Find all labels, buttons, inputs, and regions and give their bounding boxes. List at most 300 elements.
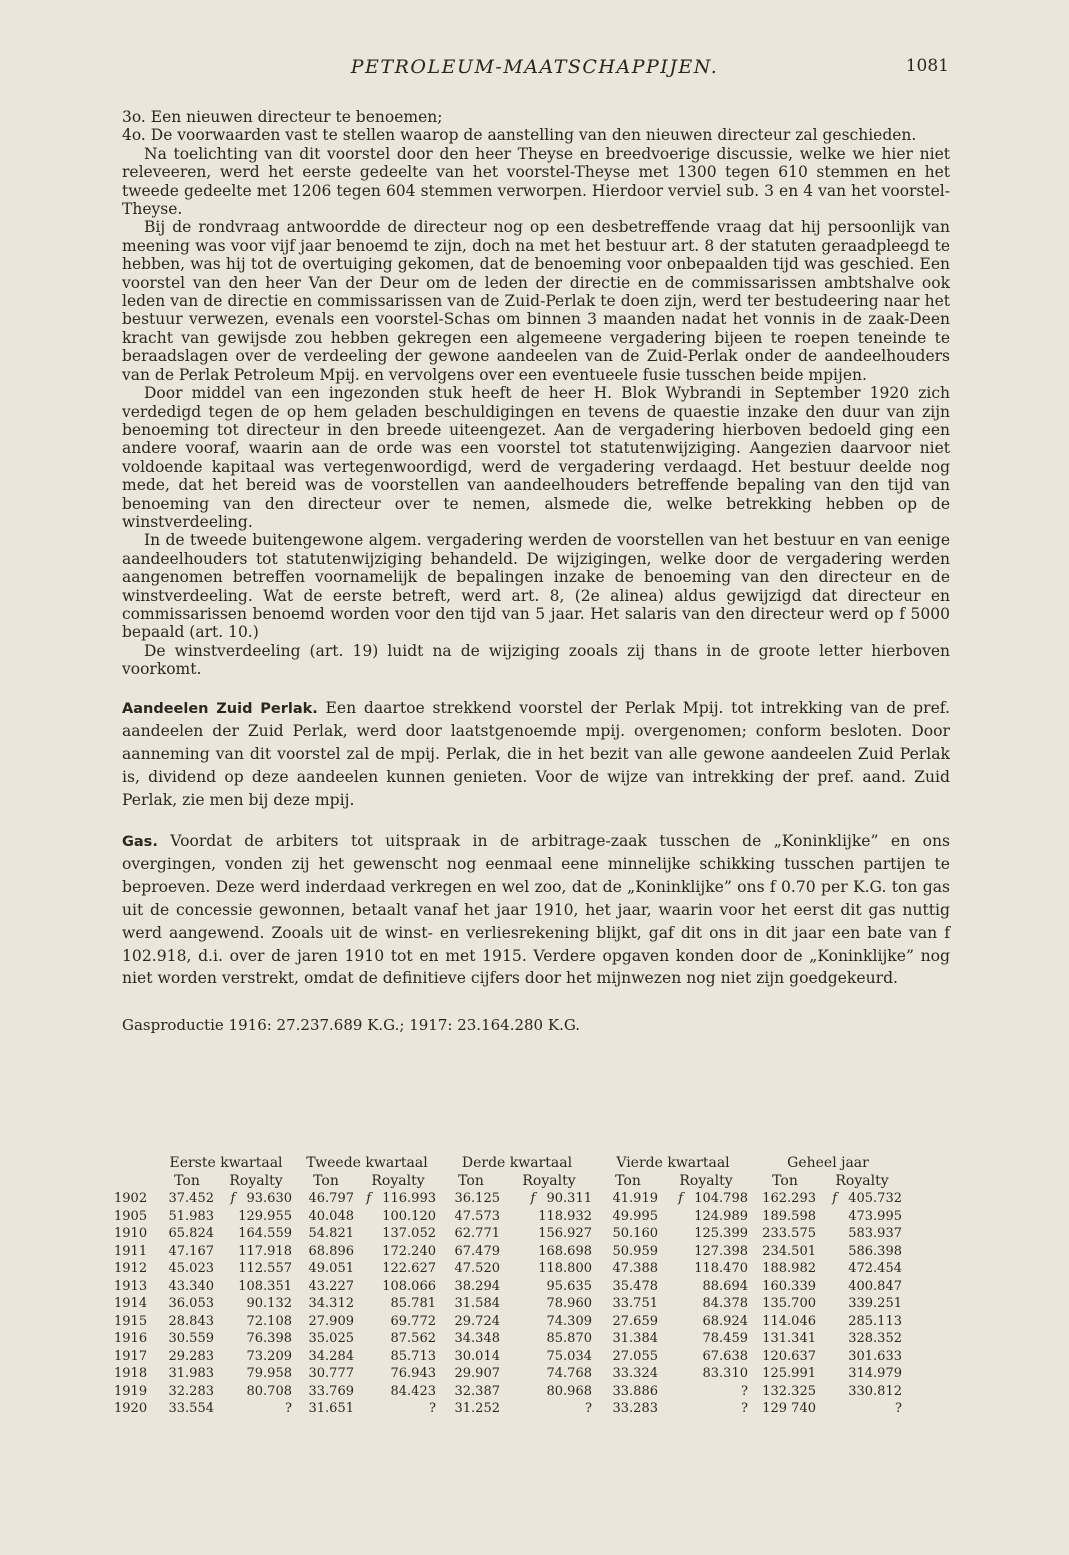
column-header: Royalty [371, 1172, 425, 1189]
cell-value: 108.351 [238, 1278, 292, 1294]
cell-value: 51.983 [168, 1208, 214, 1224]
cell-value: 33.886 [612, 1383, 658, 1399]
table-row [110, 1190, 905, 1208]
cell-value: 172.240 [382, 1243, 436, 1259]
cell-value: 108.066 [382, 1278, 436, 1294]
cell-value: 31.384 [612, 1331, 658, 1346]
cell-value: 122.627 [382, 1261, 436, 1276]
ton-cell [295, 1243, 357, 1261]
royalty-cell [357, 1313, 439, 1331]
ton-cell [439, 1278, 503, 1296]
cell-value: 87.562 [390, 1331, 436, 1346]
ton-cell [157, 1348, 217, 1366]
ton-cell [751, 1225, 819, 1243]
royalty-cell [357, 1225, 439, 1243]
cell-value: 49.051 [308, 1261, 354, 1276]
page-number: 1081 [905, 56, 949, 76]
ton-cell [751, 1400, 819, 1418]
ton-cell [751, 1260, 819, 1278]
cell-value: 76.398 [246, 1331, 292, 1346]
ton-cell [295, 1400, 357, 1418]
ton-cell [439, 1225, 503, 1243]
section-heading-gas: Gas. [122, 833, 158, 850]
cell-value: 36.125 [454, 1191, 500, 1206]
royalty-cell [357, 1190, 439, 1208]
gas-production-line: Gasproductie 1916: 27.237.689 K.G.; 1917: 23.164.280 K.G. [122, 1016, 581, 1035]
cell-value: 137.052 [382, 1226, 436, 1241]
ton-cell [295, 1295, 357, 1313]
cell-value: 78.459 [702, 1331, 748, 1346]
cell-value: 84.423 [390, 1383, 436, 1399]
cell-value: 83.310 [702, 1366, 748, 1381]
royalty-cell [217, 1243, 295, 1261]
royalty-cell [357, 1400, 439, 1418]
royalty-cell [217, 1225, 295, 1243]
table-corner-cell [110, 1155, 157, 1173]
table-row [110, 1260, 905, 1278]
cell-value: 43.340 [168, 1278, 214, 1294]
royalty-cell [661, 1400, 751, 1418]
cell-value: 67.479 [454, 1243, 500, 1259]
cell-value: 301.633 [848, 1348, 902, 1364]
cell-value: 118.932 [538, 1208, 592, 1224]
cell-value: 405.732 [848, 1191, 902, 1206]
paragraph-item-3: 3o. Een nieuwen directeur te benoemen; [122, 108, 443, 126]
cell-value: 135.700 [762, 1296, 816, 1311]
year-cell: 1905 [114, 1208, 148, 1224]
ton-cell [751, 1365, 819, 1383]
royalty-cell [217, 1260, 295, 1278]
ton-cell [439, 1365, 503, 1383]
cell-value: 72.108 [246, 1313, 292, 1329]
cell-value: 80.968 [546, 1383, 592, 1399]
column-header: Royalty [522, 1172, 576, 1189]
table-group-header-row [110, 1155, 905, 1173]
royalty-cell [661, 1295, 751, 1313]
cell-value: 28.843 [168, 1313, 214, 1329]
column-header: Royalty [229, 1172, 283, 1189]
cell-value: 33.751 [612, 1296, 658, 1311]
ton-cell [439, 1348, 503, 1366]
cell-value: 104.798 [694, 1191, 748, 1206]
royalty-cell [819, 1365, 905, 1383]
cell-value: 45.023 [168, 1261, 214, 1276]
royalty-cell [357, 1348, 439, 1366]
ton-cell [295, 1225, 357, 1243]
royalty-cell [819, 1313, 905, 1331]
ton-cell [157, 1365, 217, 1383]
table-row [110, 1208, 905, 1226]
cell-value: 90.311 [546, 1191, 592, 1206]
royalty-cell [217, 1400, 295, 1418]
cell-value: 473.995 [848, 1208, 902, 1224]
year-cell: 1902 [114, 1191, 148, 1206]
cell-value: 34.312 [308, 1296, 354, 1311]
royalty-cell [819, 1260, 905, 1278]
group-header-year: Geheel jaar [787, 1155, 869, 1171]
royalty-cell [217, 1383, 295, 1401]
paragraph-rondvraag: Bij de rondvraag antwoordde de directeur nog op een desbetreffende vraag dat hij persoonlijk van meening was voor vijf jaar benoemd te zijn, doch na met het bestuur art. 8 der statuten geraadpleegd te hebben, was hij tot de overtuiging gekomen, dat de benoeming voor onbepaalden tijd was geschied. Een voorstel van den heer Van der Deur om de leden der directie en de commissarissen ambtshalve ook leden van de directie en commissarissen van de Zuid-Perlak te doen zijn, werd ter bestudeering naar het bestuur verwezen, evenals een voorstel-Schas om binnen 3 maanden nadat het vonnis in de zaak-Deen kracht van gewijsde zou hebben gekregen een algemeene vergadering bijeen te roepen teneinde te beraadslagen over de verdeeling der gewone aandeelen van de Zuid-Perlak onder de aandeelhouders van de Perlak Petroleum Mpij. en vervolgens over een eventueele fusie tusschen beide mpijen. [122, 218, 950, 384]
year-cell: 1916 [114, 1331, 148, 1346]
royalty-cell [819, 1208, 905, 1226]
table-corner-cell [110, 1173, 157, 1191]
royalty-cell [217, 1190, 295, 1208]
cell-value: 34.348 [454, 1331, 500, 1346]
cell-value: 32.283 [168, 1383, 214, 1399]
royalty-cell [503, 1348, 595, 1366]
ton-cell [157, 1190, 217, 1208]
royalty-cell [357, 1278, 439, 1296]
year-cell: 1914 [114, 1296, 148, 1311]
royalty-cell [503, 1400, 595, 1418]
year-cell: 1919 [114, 1383, 148, 1399]
royalty-cell [661, 1383, 751, 1401]
document-body [122, 108, 950, 1035]
paragraph-winstverdeeling: De winstverdeeling (art. 19) luidt na de wijziging zooals zij thans in de groote letter hierboven voorkomt. [122, 641, 950, 679]
cell-value: 129 740 [762, 1401, 816, 1416]
ton-cell [157, 1330, 217, 1348]
ton-cell [295, 1208, 357, 1226]
table-row [110, 1400, 905, 1418]
cell-value: 100.120 [382, 1208, 436, 1224]
cell-value: 80.708 [246, 1383, 292, 1399]
royalty-cell [503, 1278, 595, 1296]
royalty-cell [217, 1313, 295, 1331]
cell-value: 78.960 [546, 1296, 592, 1311]
cell-value: 33.554 [168, 1401, 214, 1416]
column-header: Royalty [679, 1172, 733, 1189]
cell-value: 65.824 [168, 1226, 214, 1241]
section-heading-zuid-perlak: Aandeelen Zuid Perlak. [122, 700, 318, 717]
section-aandeelen-zuid-perlak [122, 697, 950, 812]
cell-value: 75.034 [546, 1348, 592, 1364]
cell-value: 31.252 [454, 1401, 500, 1416]
royalty-cell [661, 1208, 751, 1226]
year-cell: 1915 [114, 1313, 148, 1329]
ton-cell [595, 1313, 661, 1331]
royalty-cell [503, 1365, 595, 1383]
cell-value: 27.055 [612, 1348, 658, 1364]
cell-value: 160.339 [762, 1278, 816, 1294]
section-text-zuid-perlak: Een daartoe strekkend voorstel der Perlak Mpij. tot intrekking van de pref. aandeelen der Zuid Perlak, werd door laatstgenoemde mpij. overgenomen; conform besloten. Door aanneming van dit voorstel zal de mpij. Perlak, die in het bezit van alle gewone aandeelen Zuid Perlak is, dividend op deze aandeelen kunnen genieten. Voor de wijze van intrekking der pref. aand. Zuid Perlak, zie men bij deze mpij. [122, 698, 950, 809]
cell-value: 38.294 [454, 1278, 500, 1294]
cell-value: 131.341 [762, 1331, 816, 1346]
royalty-cell [661, 1348, 751, 1366]
royalty-cell [503, 1208, 595, 1226]
cell-value: 88.694 [702, 1278, 748, 1294]
group-header-q2: Tweede kwartaal [306, 1155, 428, 1171]
currency-symbol: f [678, 1191, 684, 1206]
cell-value: 41.919 [612, 1191, 658, 1206]
cell-value: 114.046 [762, 1313, 816, 1329]
cell-value: 43.227 [308, 1278, 354, 1294]
royalty-cell [217, 1295, 295, 1313]
page-header [0, 56, 1069, 86]
ton-cell [157, 1278, 217, 1296]
royalty-cell [819, 1243, 905, 1261]
cell-value: 120.637 [762, 1348, 816, 1364]
ton-cell [439, 1260, 503, 1278]
currency-symbol: f [530, 1191, 536, 1206]
ton-cell [595, 1225, 661, 1243]
cell-value: 84.378 [702, 1296, 748, 1311]
table-row [110, 1383, 905, 1401]
currency-symbol: f [230, 1191, 236, 1206]
royalty-cell [503, 1190, 595, 1208]
currency-symbol: f [366, 1191, 372, 1206]
cell-value: 33.324 [612, 1366, 658, 1381]
ton-cell [595, 1243, 661, 1261]
cell-value: 29.724 [454, 1313, 500, 1329]
royalty-cell [357, 1365, 439, 1383]
ton-cell [295, 1190, 357, 1208]
royalty-cell [217, 1330, 295, 1348]
ton-cell [595, 1278, 661, 1296]
cell-value: 54.821 [308, 1226, 354, 1241]
ton-cell [157, 1243, 217, 1261]
year-cell: 1910 [114, 1226, 148, 1241]
ton-cell [751, 1348, 819, 1366]
cell-value: 30.559 [168, 1331, 214, 1346]
year-cell: 1912 [114, 1261, 148, 1276]
cell-value: 76.943 [390, 1366, 436, 1381]
royalty-cell [357, 1208, 439, 1226]
ton-cell [157, 1313, 217, 1331]
cell-value: 74.309 [546, 1313, 592, 1329]
ton-cell [295, 1313, 357, 1331]
royalty-cell [217, 1208, 295, 1226]
royalty-cell [661, 1278, 751, 1296]
table-row [110, 1313, 905, 1331]
cell-value: 49.995 [612, 1208, 658, 1224]
cell-value: 35.025 [308, 1331, 354, 1346]
cell-value: 35.478 [612, 1278, 658, 1294]
table-body [110, 1190, 905, 1418]
table-row [110, 1348, 905, 1366]
royalty-cell [819, 1348, 905, 1366]
ton-cell [439, 1208, 503, 1226]
royalty-cell [503, 1313, 595, 1331]
cell-value: 188.982 [762, 1261, 816, 1276]
ton-cell [157, 1208, 217, 1226]
cell-value: 112.557 [238, 1261, 292, 1276]
cell-value: ? [741, 1401, 748, 1416]
section-gas [122, 830, 950, 991]
cell-value: 47.167 [168, 1243, 214, 1259]
cell-value: 62.771 [454, 1226, 500, 1241]
cell-value: 50.959 [612, 1243, 658, 1259]
column-header: Royalty [835, 1172, 889, 1189]
cell-value: 85.870 [546, 1331, 592, 1346]
cell-value: 586.398 [848, 1243, 902, 1259]
cell-value: 234.501 [762, 1243, 816, 1259]
cell-value: 132.325 [762, 1383, 816, 1399]
ton-cell [595, 1190, 661, 1208]
royalty-cell [661, 1365, 751, 1383]
royalty-cell [661, 1330, 751, 1348]
running-title: PETROLEUM-MAATSCHAPPIJEN. [350, 56, 719, 78]
cell-value: 46.797 [308, 1191, 354, 1206]
cell-value: 116.993 [382, 1191, 436, 1206]
ton-cell [295, 1330, 357, 1348]
royalty-cell [819, 1190, 905, 1208]
royalty-cell [819, 1225, 905, 1243]
ton-cell [595, 1260, 661, 1278]
column-header: Ton [174, 1172, 200, 1189]
year-cell: 1917 [114, 1348, 148, 1364]
cell-value: 233.575 [762, 1226, 816, 1241]
table-row [110, 1365, 905, 1383]
cell-value: 31.584 [454, 1296, 500, 1311]
ton-cell [439, 1295, 503, 1313]
cell-value: 118.470 [694, 1261, 748, 1276]
paragraph-ingezonden-stuk: Door middel van een ingezonden stuk heeft de heer H. Blok Wybrandi in September 1920 zich verdedigd tegen de op hem geladen beschuldigingen en tevens de quaestie inzake den duur van zijn benoeming tot directeur in den breede uiteengezet. Aan de vergadering hierboven bedoeld ging een andere vooraf, waarin aan de orde was een voorstel tot statutenwijziging. Aangezien daarvoor niet voldoende kapitaal was vertegenwoordigd, werd de vergadering verdaagd. Het bestuur deelde nog mede, dat het bereid was de voorstellen van aandeelhouders betreffende bepaling van den tijd van benoeming van den directeur over te nemen, alsmede die, welke betrekking hebben op de winstverdeeling. [122, 384, 950, 531]
cell-value: 118.800 [538, 1261, 592, 1276]
ton-cell [439, 1400, 503, 1418]
ton-cell [595, 1330, 661, 1348]
cell-value: 73.209 [246, 1348, 292, 1364]
royalty-cell [503, 1243, 595, 1261]
table-row [110, 1278, 905, 1296]
cell-value: ? [895, 1401, 902, 1416]
cell-value: 125.399 [694, 1226, 748, 1241]
royalty-cell [357, 1243, 439, 1261]
ton-cell [595, 1295, 661, 1313]
ton-cell [751, 1243, 819, 1261]
ton-cell [595, 1383, 661, 1401]
currency-symbol: f [832, 1191, 838, 1206]
group-header-q4: Vierde kwartaal [616, 1155, 730, 1171]
section-text-gas: Voordat de arbiters tot uitspraak in de arbitrage-zaak tusschen de „Koninklijke” en ons overgingen, vonden zij het gewenscht nog eenmaal eene minnelijke schikking tusschen partijen te beproeven. Deze werd inderdaad verkregen en wel zoo, dat de „Koninklijke” ons f 0.70 per K.G. ton gas uit de concessie gewonnen, betaalt vanaf het jaar 1910, het jaar, waarin voor het eerst dit gas nuttig werd aangewend. Zooals uit de winst- en verliesrekening blijkt, gaf dit ons in dit jaar een bate van f 102.918, d.i. over de jaren 1910 tot en met 1915. Verdere opgaven konden door de „Koninklijke” nog niet worden verstrekt, omdat de definitieve cijfers door het mijnwezen nog niet zijn goedgekeurd. [122, 831, 951, 988]
cell-value: 330.812 [848, 1383, 902, 1399]
cell-value: 68.896 [308, 1243, 354, 1259]
royalty-cell [217, 1348, 295, 1366]
cell-value: 124.989 [694, 1208, 748, 1224]
year-cell: 1920 [114, 1401, 148, 1416]
cell-value: 189.598 [762, 1208, 816, 1224]
ton-cell [751, 1278, 819, 1296]
cell-value: 117.918 [238, 1243, 292, 1259]
cell-value: 67.638 [702, 1348, 748, 1364]
cell-value: 79.958 [246, 1366, 292, 1381]
table-row [110, 1225, 905, 1243]
cell-value: ? [741, 1383, 748, 1399]
royalty-cell [357, 1260, 439, 1278]
ton-cell [595, 1400, 661, 1418]
cell-value: 33.769 [308, 1383, 354, 1399]
royalty-cell [661, 1225, 751, 1243]
cell-value: 85.781 [390, 1296, 436, 1311]
cell-value: ? [429, 1401, 436, 1416]
ton-cell [157, 1260, 217, 1278]
royalty-cell [661, 1243, 751, 1261]
ton-cell [595, 1208, 661, 1226]
ton-cell [751, 1330, 819, 1348]
table-subheader-row [110, 1173, 905, 1191]
royalty-cell [503, 1383, 595, 1401]
cell-value: 400.847 [848, 1278, 902, 1294]
year-cell: 1911 [114, 1243, 148, 1259]
royalty-cell [357, 1295, 439, 1313]
royalty-cell [503, 1260, 595, 1278]
cell-value: 95.635 [546, 1278, 592, 1294]
cell-value: 583.937 [848, 1226, 902, 1241]
cell-value: ? [285, 1401, 292, 1416]
ton-cell [439, 1243, 503, 1261]
ton-cell [595, 1348, 661, 1366]
cell-value: 40.048 [308, 1208, 354, 1224]
ton-cell [439, 1383, 503, 1401]
royalty-cell [819, 1400, 905, 1418]
cell-value: 339.251 [848, 1296, 902, 1311]
ton-cell [295, 1348, 357, 1366]
ton-cell [295, 1260, 357, 1278]
cell-value: 27.909 [308, 1313, 354, 1329]
cell-value: 50.160 [612, 1226, 658, 1241]
cell-value: 29.907 [454, 1366, 500, 1381]
ton-cell [295, 1383, 357, 1401]
ton-cell [157, 1225, 217, 1243]
ton-cell [439, 1330, 503, 1348]
ton-cell [157, 1383, 217, 1401]
cell-value: 472.454 [848, 1261, 902, 1276]
cell-value: 37.452 [168, 1191, 214, 1206]
year-cell: 1913 [114, 1278, 148, 1294]
cell-value: 29.283 [168, 1348, 214, 1364]
ton-cell [751, 1383, 819, 1401]
cell-value: 129.955 [238, 1208, 292, 1224]
cell-value: 30.777 [308, 1366, 354, 1381]
ton-cell [439, 1190, 503, 1208]
cell-value: 74.768 [546, 1366, 592, 1381]
cell-value: 36.053 [168, 1296, 214, 1311]
column-header: Ton [313, 1172, 339, 1189]
royalty-cell [819, 1278, 905, 1296]
cell-value: 285.113 [848, 1313, 902, 1329]
royalty-cell [661, 1313, 751, 1331]
paragraph-toelichting: Na toelichting van dit voorstel door den heer Theyse en breedvoerige discussie, welke we hier niet releveeren, werd het eerste gedeelte van het voorstel-Theyse met 1300 tegen 610 stemmen en het tweede gedeelte met 1206 tegen 604 stemmen verworpen. Hierdoor verviel sub. 3 en 4 van het voorstel-Theyse. [122, 144, 950, 219]
cell-value: 34.284 [308, 1348, 354, 1364]
cell-value: 30.014 [454, 1348, 500, 1364]
royalty-cell [819, 1383, 905, 1401]
royalty-cell [357, 1383, 439, 1401]
cell-value: 162.293 [762, 1191, 816, 1206]
year-cell: 1918 [114, 1366, 148, 1381]
royalty-cell [503, 1225, 595, 1243]
royalty-cell [819, 1330, 905, 1348]
cell-value: 328.352 [848, 1331, 902, 1346]
cell-value: 168.698 [538, 1243, 592, 1259]
cell-value: ? [585, 1401, 592, 1416]
cell-value: 156.927 [538, 1226, 592, 1241]
royalty-cell [661, 1190, 751, 1208]
cell-value: 314.979 [848, 1366, 902, 1381]
group-header-q1: Eerste kwartaal [169, 1155, 283, 1171]
table-row [110, 1243, 905, 1261]
cell-value: 90.132 [246, 1296, 292, 1311]
royalty-cell [503, 1330, 595, 1348]
cell-value: 69.772 [390, 1313, 436, 1329]
ton-cell [595, 1365, 661, 1383]
ton-cell [751, 1313, 819, 1331]
group-header-q3: Derde kwartaal [461, 1155, 573, 1171]
ton-cell [751, 1190, 819, 1208]
ton-cell [751, 1295, 819, 1313]
table-row [110, 1295, 905, 1313]
cell-value: 68.924 [702, 1313, 748, 1329]
cell-value: 33.283 [612, 1401, 658, 1416]
cell-value: 125.991 [762, 1366, 816, 1381]
